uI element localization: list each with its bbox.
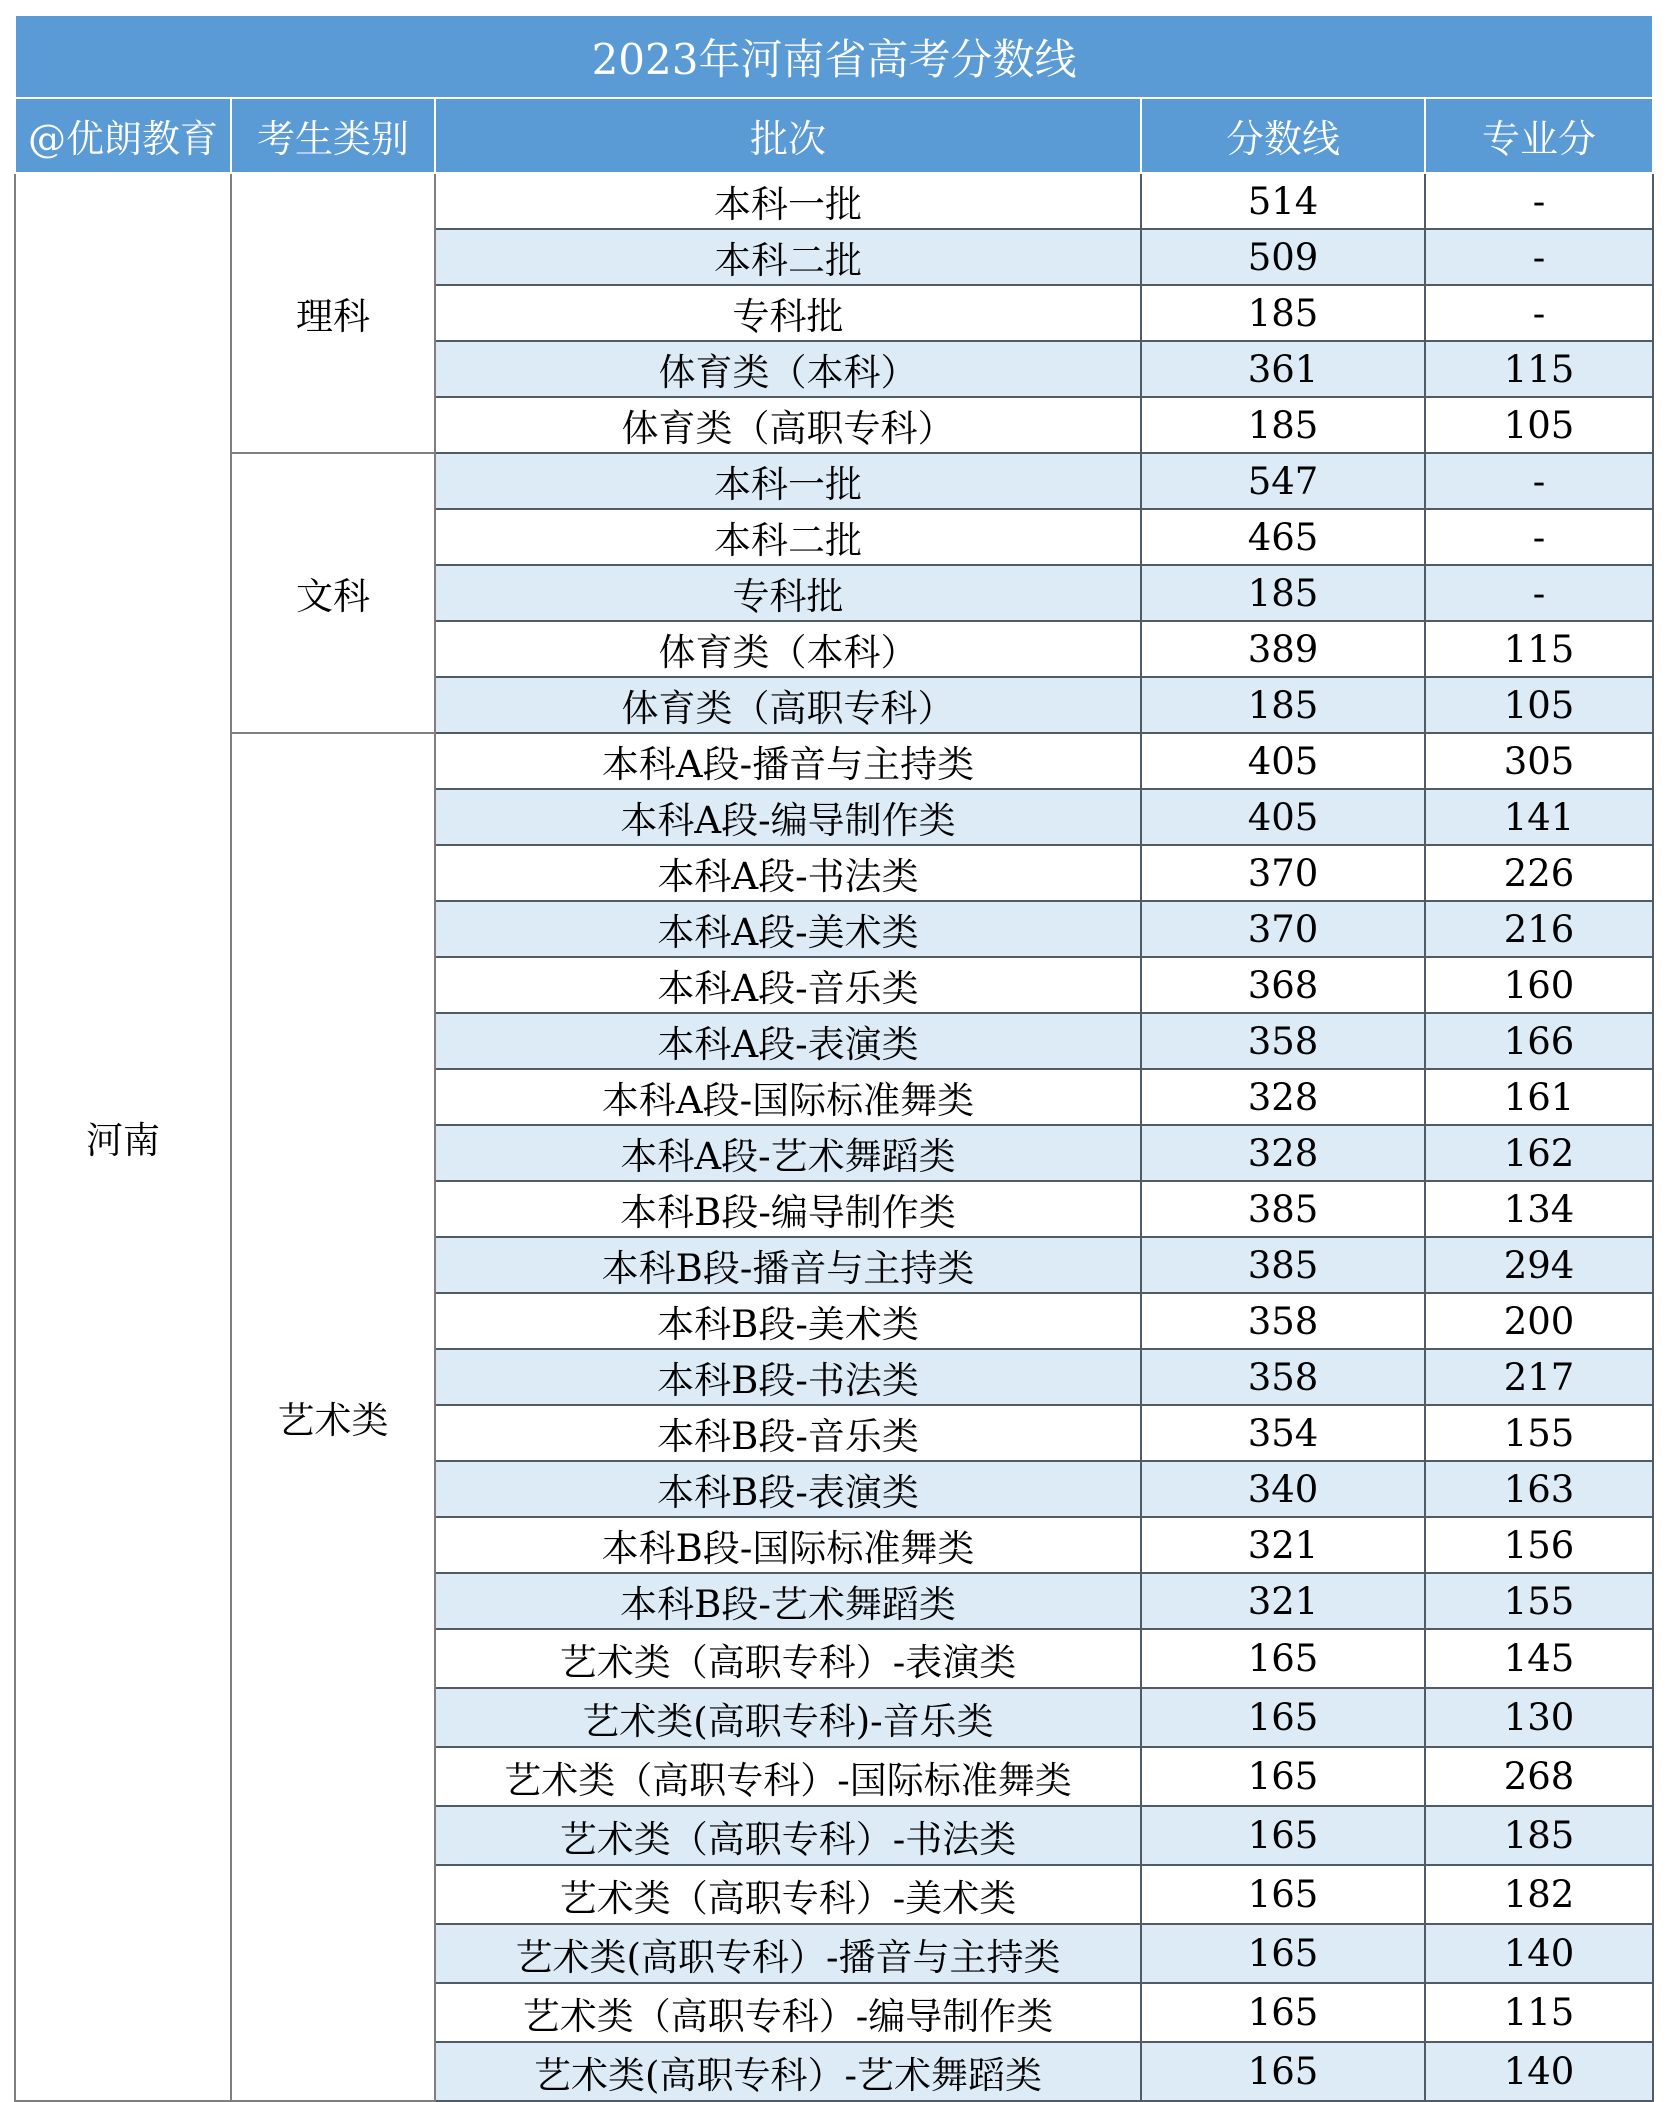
batch-cell: 本科A段-艺术舞蹈类 <box>435 1125 1141 1181</box>
major-score-cell: - <box>1425 229 1653 285</box>
watermark-header: @优朗教育 <box>15 98 231 173</box>
batch-cell: 艺术类（高职专科）-美术类 <box>435 1865 1141 1924</box>
batch-cell: 本科A段-国际标准舞类 <box>435 1069 1141 1125</box>
table-body <box>15 173 1653 2101</box>
major-score-cell: 140 <box>1425 2042 1653 2101</box>
score-cell: 321 <box>1141 1517 1425 1573</box>
score-cell: 165 <box>1141 1806 1425 1865</box>
table-row <box>15 173 1653 229</box>
batch-cell: 艺术类(高职专科）-艺术舞蹈类 <box>435 2042 1141 2101</box>
score-cell: 358 <box>1141 1013 1425 1069</box>
table-row <box>15 453 1653 509</box>
batch-cell: 艺术类(高职专科）-播音与主持类 <box>435 1924 1141 1983</box>
batch-cell: 本科一批 <box>435 453 1141 509</box>
batch-cell: 本科二批 <box>435 509 1141 565</box>
batch-cell: 本科B段-表演类 <box>435 1461 1141 1517</box>
major-score-cell: 130 <box>1425 1688 1653 1747</box>
batch-cell: 本科B段-编导制作类 <box>435 1181 1141 1237</box>
major-score-cell: 185 <box>1425 1806 1653 1865</box>
score-cell: 405 <box>1141 789 1425 845</box>
major-score-cell: 134 <box>1425 1181 1653 1237</box>
score-cell: 165 <box>1141 1983 1425 2042</box>
major-score-cell: 200 <box>1425 1293 1653 1349</box>
score-cell: 389 <box>1141 621 1425 677</box>
batch-cell: 体育类（本科） <box>435 621 1141 677</box>
batch-cell: 艺术类（高职专科）-编导制作类 <box>435 1983 1141 2042</box>
batch-cell: 本科B段-艺术舞蹈类 <box>435 1573 1141 1629</box>
score-header: 分数线 <box>1141 98 1425 173</box>
batch-cell: 本科A段-书法类 <box>435 845 1141 901</box>
score-cell: 165 <box>1141 1924 1425 1983</box>
score-table-sheet <box>14 14 1652 2102</box>
major-score-cell: 305 <box>1425 733 1653 789</box>
score-cell: 165 <box>1141 1865 1425 1924</box>
batch-cell: 本科二批 <box>435 229 1141 285</box>
major-score-cell: 145 <box>1425 1629 1653 1688</box>
major-score-cell: 155 <box>1425 1405 1653 1461</box>
major-score-cell: 182 <box>1425 1865 1653 1924</box>
batch-cell: 本科A段-编导制作类 <box>435 789 1141 845</box>
batch-cell: 本科B段-播音与主持类 <box>435 1237 1141 1293</box>
score-cell: 165 <box>1141 1747 1425 1806</box>
table-row <box>15 733 1653 789</box>
major-score-cell: 140 <box>1425 1924 1653 1983</box>
major-score-cell: 217 <box>1425 1349 1653 1405</box>
major-score-cell: - <box>1425 565 1653 621</box>
batch-cell: 专科批 <box>435 565 1141 621</box>
major-score-cell: 115 <box>1425 1983 1653 2042</box>
major-score-cell: 166 <box>1425 1013 1653 1069</box>
batch-cell: 体育类（本科） <box>435 341 1141 397</box>
score-cell: 385 <box>1141 1237 1425 1293</box>
major-score-cell: 226 <box>1425 845 1653 901</box>
major-score-cell: 115 <box>1425 341 1653 397</box>
score-cell: 321 <box>1141 1573 1425 1629</box>
score-cell: 547 <box>1141 453 1425 509</box>
score-cell: 465 <box>1141 509 1425 565</box>
major-score-cell: 161 <box>1425 1069 1653 1125</box>
major-score-cell: 216 <box>1425 901 1653 957</box>
batch-cell: 艺术类(高职专科)-音乐类 <box>435 1688 1141 1747</box>
batch-cell: 专科批 <box>435 285 1141 341</box>
score-cell: 185 <box>1141 285 1425 341</box>
batch-cell: 本科A段-美术类 <box>435 901 1141 957</box>
major-score-cell: 294 <box>1425 1237 1653 1293</box>
batch-cell: 艺术类（高职专科）-国际标准舞类 <box>435 1747 1141 1806</box>
major-score-header: 专业分 <box>1425 98 1653 173</box>
major-score-cell: - <box>1425 453 1653 509</box>
score-cell: 165 <box>1141 2042 1425 2101</box>
major-score-cell: 105 <box>1425 677 1653 733</box>
score-cell: 514 <box>1141 173 1425 229</box>
major-score-cell: 141 <box>1425 789 1653 845</box>
batch-cell: 本科B段-国际标准舞类 <box>435 1517 1141 1573</box>
batch-cell: 本科A段-播音与主持类 <box>435 733 1141 789</box>
score-cell: 165 <box>1141 1688 1425 1747</box>
score-cell: 368 <box>1141 957 1425 1013</box>
score-cell: 185 <box>1141 397 1425 453</box>
major-score-cell: 160 <box>1425 957 1653 1013</box>
score-cell: 361 <box>1141 341 1425 397</box>
score-cell: 354 <box>1141 1405 1425 1461</box>
batch-cell: 本科一批 <box>435 173 1141 229</box>
major-score-cell: - <box>1425 173 1653 229</box>
category-header: 考生类别 <box>231 98 435 173</box>
batch-cell: 本科B段-美术类 <box>435 1293 1141 1349</box>
major-score-cell: 115 <box>1425 621 1653 677</box>
score-table <box>14 14 1654 2102</box>
score-cell: 185 <box>1141 565 1425 621</box>
province-cell: 河南 <box>15 173 231 2101</box>
category-cell: 艺术类 <box>231 733 435 2101</box>
score-cell: 185 <box>1141 677 1425 733</box>
major-score-cell: 156 <box>1425 1517 1653 1573</box>
batch-header: 批次 <box>435 98 1141 173</box>
score-cell: 385 <box>1141 1181 1425 1237</box>
major-score-cell: - <box>1425 509 1653 565</box>
category-cell: 理科 <box>231 173 435 453</box>
score-cell: 328 <box>1141 1069 1425 1125</box>
major-score-cell: - <box>1425 285 1653 341</box>
batch-cell: 本科B段-音乐类 <box>435 1405 1141 1461</box>
batch-cell: 本科A段-音乐类 <box>435 957 1141 1013</box>
batch-cell: 本科A段-表演类 <box>435 1013 1141 1069</box>
score-cell: 370 <box>1141 845 1425 901</box>
major-score-cell: 268 <box>1425 1747 1653 1806</box>
score-cell: 405 <box>1141 733 1425 789</box>
major-score-cell: 105 <box>1425 397 1653 453</box>
batch-cell: 体育类（高职专科） <box>435 397 1141 453</box>
score-cell: 509 <box>1141 229 1425 285</box>
score-cell: 165 <box>1141 1629 1425 1688</box>
batch-cell: 本科B段-书法类 <box>435 1349 1141 1405</box>
score-cell: 340 <box>1141 1461 1425 1517</box>
major-score-cell: 162 <box>1425 1125 1653 1181</box>
batch-cell: 体育类（高职专科） <box>435 677 1141 733</box>
batch-cell: 艺术类（高职专科）-表演类 <box>435 1629 1141 1688</box>
score-cell: 328 <box>1141 1125 1425 1181</box>
batch-cell: 艺术类（高职专科）-书法类 <box>435 1806 1141 1865</box>
category-cell: 文科 <box>231 453 435 733</box>
major-score-cell: 155 <box>1425 1573 1653 1629</box>
score-cell: 358 <box>1141 1293 1425 1349</box>
score-cell: 370 <box>1141 901 1425 957</box>
major-score-cell: 163 <box>1425 1461 1653 1517</box>
score-cell: 358 <box>1141 1349 1425 1405</box>
table-title: 2023年河南省高考分数线 <box>15 15 1653 98</box>
